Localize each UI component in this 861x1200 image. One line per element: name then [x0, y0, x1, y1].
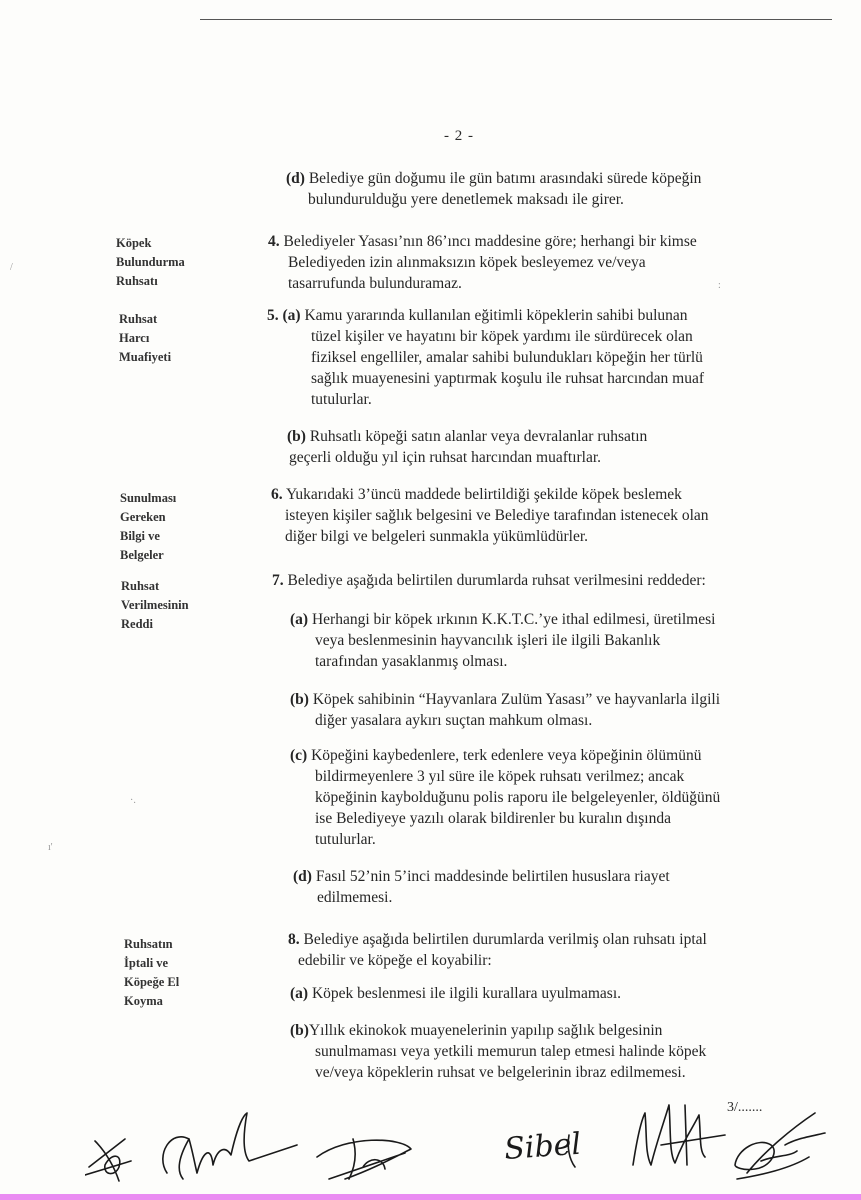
- item-label: 4.: [268, 233, 280, 250]
- margin-note-line: Ruhsatı: [116, 274, 158, 288]
- margin-note-ruhsatin-iptali: [124, 935, 244, 1011]
- paragraph-6: [271, 484, 709, 547]
- margin-note-line: Gereken: [120, 510, 166, 524]
- paragraph-7c: [290, 745, 720, 850]
- top-rule: [200, 19, 832, 20]
- margin-note-line: Bilgi ve: [120, 529, 160, 543]
- paragraph-8b: [290, 1020, 706, 1083]
- item-label: 6.: [271, 486, 283, 503]
- text-line: bildirmeyenlere 3 yıl süre ile köpek ruhsatı verilmez; ancak: [315, 768, 685, 785]
- text-line: ise Belediyeye yazılı olarak bildirenler bu kuralın dışında: [315, 810, 671, 827]
- margin-note-line: Belgeler: [120, 548, 164, 562]
- paragraph-5b: [287, 426, 647, 468]
- text-line: sağlık muayenesini yaptırmak koşulu ile ruhsat harcından muaf: [311, 370, 704, 387]
- item-label: (d): [293, 868, 312, 885]
- paragraph-7: [272, 570, 706, 591]
- margin-note-line: Ruhsatın: [124, 937, 173, 951]
- item-label: (a): [290, 985, 309, 1002]
- paragraph-8a: [290, 983, 621, 1004]
- scan-speck: ı': [48, 842, 53, 853]
- text-line: Köpeğini kaybedenlere, terk edenlere veya köpeğinin ölümünü: [311, 747, 702, 764]
- scan-speck: :: [718, 280, 721, 291]
- margin-note-line: Harcı: [119, 331, 150, 345]
- margin-note-line: Verilmesinin: [121, 598, 189, 612]
- margin-note-line: Ruhsat: [121, 579, 160, 593]
- text-line: Belediye aşağıda belirtilen durumlarda ruhsat verilmesini reddeder:: [287, 572, 706, 589]
- signature-1: [85, 1139, 131, 1181]
- margin-note-sunulmasi-gereken: [120, 489, 240, 565]
- paragraph-7b: [290, 689, 720, 731]
- item-label: (d): [286, 170, 305, 187]
- text-line: Belediyeden izin alınmaksızın köpek besleyemez ve/veya: [288, 254, 646, 271]
- paragraph-7a: [290, 609, 715, 672]
- text-line: diğer bilgi ve belgeleri sunmakla yükümlüdürler.: [285, 528, 589, 545]
- item-label: (a): [290, 611, 309, 628]
- text-line: Fasıl 52’nin 5’inci maddesinde belirtilen hususlara riayet: [315, 868, 670, 885]
- text-line: edilmemesi.: [317, 889, 393, 906]
- margin-note-line: Muafiyeti: [119, 350, 172, 364]
- text-line: tarafından yasaklanmış olması.: [315, 653, 508, 670]
- text-line: veya beslenmesinin hayvancılık işleri ile ilgili Bakanlık: [315, 632, 661, 649]
- margin-note-line: Ruhsat: [119, 312, 158, 326]
- margin-note-ruhsat-verilmesinin: [121, 577, 241, 634]
- text-line: tutulurlar.: [315, 831, 376, 848]
- text-line: tüzel kişiler ve hayatını bir köpek yardımı ile sürdürecek olan: [311, 328, 693, 345]
- text-line: ve/veya köpeklerin ruhsat ve belgelerinin ibraz edilmemesi.: [315, 1064, 686, 1081]
- item-label: (c): [290, 747, 308, 764]
- margin-note-line: Bulundurma: [116, 255, 185, 269]
- margin-note-kopek-bulundurma: [116, 234, 236, 291]
- paragraph-4: [268, 231, 697, 294]
- page-number: - 2 -: [444, 128, 474, 144]
- text-line: tutulurlar.: [311, 391, 372, 408]
- signature-4-text: Sibel: [503, 1126, 583, 1167]
- item-label: 8.: [288, 931, 300, 948]
- signature-3: [317, 1139, 411, 1179]
- paragraph-3d: [286, 168, 701, 210]
- text-line: Ruhsatlı köpeği satın alanlar veya devralanlar ruhsatın: [309, 428, 648, 445]
- text-line: Herhangi bir köpek ırkının K.K.T.C.’ye ithal edilmesi, üretilmesi: [311, 611, 716, 628]
- text-line: Yıllık ekinokok muayenelerinin yapılıp sağlık belgesinin: [308, 1022, 663, 1039]
- text-line: sunulmaması veya yetkili memurun talep etmesi halinde köpek: [315, 1043, 707, 1060]
- margin-note-line: Köpeğe El: [124, 975, 180, 989]
- text-line: Belediyeler Yasası’nın 86’ıncı maddesine göre; herhangi bir kimse: [283, 233, 697, 250]
- text-line: tasarrufunda bulunduramaz.: [288, 275, 462, 292]
- item-label: 5. (a): [267, 307, 301, 324]
- text-line: Belediye gün doğumu ile gün batımı arasındaki sürede köpeğin: [308, 170, 702, 187]
- text-line: isteyen kişiler sağlık belgesini ve Belediye tarafından istenecek olan: [285, 507, 709, 524]
- signature-5: [633, 1105, 725, 1165]
- margin-note-line: Köpek: [116, 236, 152, 250]
- paragraph-8: [288, 929, 707, 971]
- signatures: [85, 1095, 845, 1190]
- margin-note-ruhsat-harci: [119, 310, 239, 367]
- item-label: (b): [290, 1022, 309, 1039]
- text-line: geçerli olduğu yıl için ruhsat harcından muaftırlar.: [289, 449, 602, 466]
- margin-note-line: Koyma: [124, 994, 163, 1008]
- text-line: köpeğinin kaybolduğunu polis raporu ile belgeleyenler, öldüğünü: [315, 789, 721, 806]
- text-line: Kamu yararında kullanılan eğitimli köpeklerin sahibi bulunan: [304, 307, 688, 324]
- scan-speck: /: [10, 262, 13, 273]
- text-line: edebilir ve köpeğe el koyabilir:: [298, 952, 492, 969]
- text-line: Köpek beslenmesi ile ilgili kurallara uyulmaması.: [311, 985, 622, 1002]
- text-line: Belediye aşağıda belirtilen durumlarda verilmiş olan ruhsatı iptal: [303, 931, 707, 948]
- paragraph-7d: [293, 866, 670, 908]
- margin-note-line: İptali ve: [124, 956, 169, 970]
- signature-2: [163, 1113, 297, 1179]
- text-line: diğer yasalara aykırı suçtan mahkum olması.: [315, 712, 593, 729]
- text-line: fiziksel engelliler, amalar sahibi bulundukları köpeğin her türlü: [311, 349, 703, 366]
- margin-note-line: Sunulması: [120, 491, 177, 505]
- text-line: bulundurulduğu yere denetlemek maksadı ile girer.: [308, 191, 624, 208]
- item-label: (b): [287, 428, 306, 445]
- margin-note-line: Reddi: [121, 617, 153, 631]
- signature-6: [735, 1113, 825, 1179]
- paragraph-5a: [267, 305, 704, 410]
- item-label: (b): [290, 691, 309, 708]
- item-label: 7.: [272, 572, 284, 589]
- continue-mark: 3/.......: [727, 1100, 763, 1115]
- text-line: Köpek sahibinin “Hayvanlara Zulüm Yasası” ve hayvanlarla ilgili: [312, 691, 721, 708]
- scan-speck: ·.: [130, 795, 136, 806]
- bottom-color-band: [0, 1194, 861, 1200]
- text-line: Yukarıdaki 3’üncü maddede belirtildiği şekilde köpek beslemek: [285, 486, 682, 503]
